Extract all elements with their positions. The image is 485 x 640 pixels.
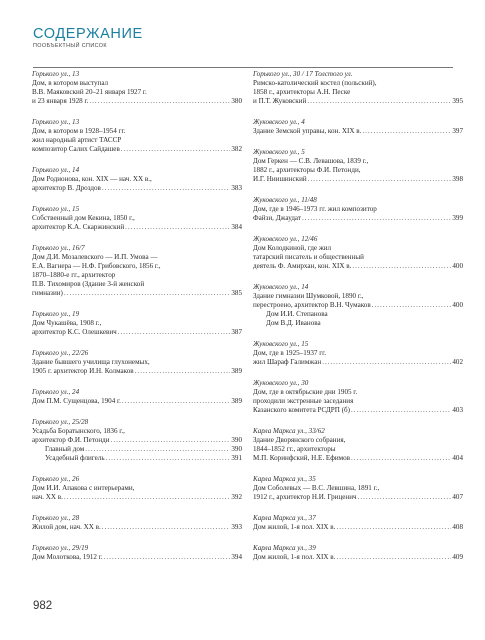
entry-address: Карла Маркса ул., 35 (253, 475, 316, 483)
toc-entry (32, 310, 242, 337)
entry-text: Римско-католический костел (польский), (253, 79, 377, 87)
entry-line (32, 175, 242, 184)
toc-entry (253, 118, 463, 136)
entry-text: Дом В.Д. Иванова (266, 319, 321, 327)
entry-address: Карла Маркса ул., 39 (253, 544, 316, 552)
entry-address: Жуковского ул., 5 (253, 148, 305, 156)
entry-text: Здание бывшего училища глухонемых, (32, 358, 150, 366)
entry-address: Жуковского ул., 12/46 (253, 235, 318, 243)
entry-text: Главный дом (45, 445, 85, 453)
entry-line (253, 262, 463, 271)
entry-text: Дом, где в октябрьские дни 1905 г. (253, 388, 358, 396)
entry-text: М.П. Коринфский, Н.Е. Ефимов (253, 454, 351, 462)
dot-leader (308, 175, 452, 184)
entry-line (253, 397, 463, 406)
page-ref: 384 (231, 223, 242, 231)
entry-line (32, 280, 242, 289)
entry-text: Казанского комитета РСДРП (б) (253, 406, 350, 414)
page-subtitle: ПООБЪЕКТНЫЙ СПИСОК (33, 43, 107, 49)
page-number: 982 (33, 600, 53, 612)
page-ref: 390 (231, 436, 242, 444)
entry-address: Горького ул., 22/26 (32, 349, 89, 357)
entry-text: П.В. Тихомиров (Здание 3-й женской (32, 280, 145, 288)
dot-leader (106, 454, 231, 463)
entry-line (253, 553, 463, 562)
dot-leader (358, 493, 452, 502)
entry-address: Горького ул., 19 (32, 310, 80, 318)
entry-line (32, 328, 242, 337)
dot-leader (111, 436, 231, 445)
entry-line (253, 358, 463, 367)
page-ref: 408 (452, 523, 463, 531)
toc-entry (32, 70, 242, 106)
entry-address: Карла Маркса ул., 37 (253, 514, 316, 522)
entry-address: Горького ул., 30 / 17 Толстого ул. (253, 70, 353, 78)
page-header (33, 26, 453, 49)
entry-line (253, 97, 463, 106)
entry-address: Горького ул., 16/7 (32, 244, 85, 252)
toc-entry (32, 514, 242, 532)
toc-entry (32, 418, 242, 463)
entry-line (32, 271, 242, 280)
entry-line (32, 427, 242, 436)
entry-text: Дом жилой, 1-я пол. XIX в. (253, 523, 336, 531)
entry-line (32, 79, 242, 88)
page-ref: 393 (231, 523, 242, 531)
entry-line (253, 175, 463, 184)
entry-text: и 23 января 1928 г. (32, 97, 89, 105)
dot-leader (64, 493, 230, 502)
entry-address: Жуковского ул., 4 (253, 118, 305, 126)
page-ref: 404 (452, 454, 463, 462)
entry-subline (253, 310, 463, 319)
dot-leader (89, 97, 230, 106)
entry-line (253, 79, 463, 88)
toc-entry (32, 475, 242, 502)
entry-text: гимназии) (32, 289, 63, 297)
entry-address: Жуковского ул., 30 (253, 379, 309, 387)
entry-text: 1882 г., архитекторы Ф.И. Петонди, (253, 166, 361, 174)
entry-line (32, 367, 242, 376)
dot-leader (351, 454, 451, 463)
page-ref: 400 (452, 301, 463, 309)
dot-leader (352, 262, 451, 271)
entry-line (253, 523, 463, 532)
entry-address: Горького ул., 25/28 (32, 418, 89, 426)
entry-text: Дом Геркен — С.В. Левашова, 1839 г., (253, 157, 369, 165)
entry-address: Карла Маркса ул., 33/62 (253, 427, 325, 435)
entry-text: Усадьба Боратынского, 1836 г., (32, 427, 125, 435)
entry-line (253, 484, 463, 493)
toc-entry (253, 427, 463, 463)
toc-entry (253, 544, 463, 562)
entry-line (253, 127, 463, 136)
toc-entry (253, 379, 463, 415)
entry-line (253, 445, 463, 454)
entry-text: И.Г. Ниишинский (253, 175, 307, 183)
entry-line (253, 301, 463, 310)
entry-text: Дом И.И. Степанова (266, 310, 328, 318)
entry-text: перестроено, архитектор В.Н. Чумаков (253, 301, 371, 309)
dot-leader (102, 523, 231, 532)
entry-address: Горького ул., 13 (32, 70, 80, 78)
header-divider (33, 67, 453, 68)
entry-line (32, 484, 242, 493)
entry-text: Жилой дом, нач. XX в. (32, 523, 101, 531)
page-ref: 409 (452, 553, 463, 561)
entry-text: Дом жилой, 1-я пол. XIX в. (253, 553, 336, 561)
entry-line (32, 289, 242, 298)
entry-address: Горького ул., 29/19 (32, 544, 89, 552)
page-ref: 398 (452, 175, 463, 183)
page-ref: 407 (452, 493, 463, 501)
entry-address: Жуковского ул., 14 (253, 283, 309, 291)
dot-leader (121, 145, 231, 154)
entry-text: Дом И.И. Апакова с интерьерами, (32, 484, 135, 492)
entry-text: архитектор Ф.И. Петонди (32, 436, 110, 444)
toc-entry (253, 196, 463, 223)
toc-entry (253, 340, 463, 367)
dot-leader (122, 397, 230, 406)
entry-text: Собственный дом Кекина, 1850 г., (32, 214, 135, 222)
entry-line (32, 97, 242, 106)
entry-line (253, 205, 463, 214)
page-ref: 397 (452, 127, 463, 135)
entry-line (253, 214, 463, 223)
page-ref: 385 (231, 289, 242, 297)
entry-line (253, 157, 463, 166)
toc-entry (32, 544, 242, 562)
entry-text: Дом Колодкиной, где жил (253, 244, 332, 252)
entry-address: Жуковского ул., 15 (253, 340, 309, 348)
entry-text: Дом Д.И. Мозалевского — И.П. Умова — (32, 253, 158, 261)
entry-text: проходили экстренные заседания (253, 397, 354, 405)
toc-entry (253, 148, 463, 184)
entry-line (253, 493, 463, 502)
dot-leader (102, 184, 230, 193)
entry-line (32, 88, 242, 97)
entry-line (32, 523, 242, 532)
dot-leader (85, 445, 230, 454)
entry-subline (253, 319, 463, 328)
toc-entry (32, 205, 242, 232)
entry-text: жил народный артист ТАССР (32, 136, 122, 144)
entry-line (32, 358, 242, 367)
entry-text: 1905 г. архитектор И.Н. Колмаков (32, 367, 134, 375)
page-ref: 389 (231, 397, 242, 405)
toc-entry (32, 388, 242, 406)
entry-address: Горького ул., 13 (32, 118, 80, 126)
entry-text: Дом Соболевых — В.С. Левшина, 1891 г., (253, 484, 380, 492)
entry-line (32, 253, 242, 262)
entry-line (253, 253, 463, 262)
page-ref: 391 (231, 454, 242, 462)
entry-text: В.В. Маяковский 20–21 января 1927 г. (32, 88, 147, 96)
entry-line (32, 136, 242, 145)
entry-line (32, 436, 242, 445)
dot-leader (125, 223, 230, 232)
dot-leader (302, 214, 451, 223)
entry-text: Здание гимназии Шумковой, 1890 г., (253, 292, 364, 300)
page-ref: 387 (231, 328, 242, 336)
toc-column-left (32, 70, 242, 574)
toc-entry (32, 244, 242, 298)
entry-text: татарский писатель и общественный (253, 253, 364, 261)
page-ref: 400 (452, 262, 463, 270)
page-ref: 390 (231, 445, 242, 453)
entry-text: архитектор В. Дроздов (32, 184, 101, 192)
entry-address: Жуковского ул., 11/48 (253, 196, 317, 204)
toc-entry (253, 514, 463, 532)
entry-text: композитор Салих Сайдашев (32, 145, 120, 153)
entry-text: архитектор К.А. Скаржинский (32, 223, 125, 231)
entry-line (253, 88, 463, 97)
entry-text: Дом П.М. Сущенцова, 1904 г. (32, 397, 121, 405)
page-ref: 394 (231, 553, 242, 561)
entry-line (32, 145, 242, 154)
page-ref: 382 (231, 145, 242, 153)
entry-text: Дом, в котором выступал (32, 79, 109, 87)
entry-line (253, 454, 463, 463)
entry-subline (32, 445, 242, 454)
entry-address: Горького ул., 24 (32, 388, 80, 396)
page-ref: 395 (452, 97, 463, 105)
page-ref: 383 (231, 184, 242, 192)
entry-text: нач. XX в. (32, 493, 63, 501)
page-ref: 392 (231, 493, 242, 501)
page-ref: 389 (231, 367, 242, 375)
entry-text: Дом, где в 1946–1973 гг. жил композитор (253, 205, 377, 213)
entry-text: и П.Т. Жуковский (253, 97, 307, 105)
entry-line (32, 553, 242, 562)
entry-subline (32, 454, 242, 463)
dot-leader (104, 553, 231, 562)
dot-leader (118, 328, 231, 337)
entry-line (32, 493, 242, 502)
page-ref: 380 (231, 97, 242, 105)
entry-text: Здание Земской управы, кон. XIX в. (253, 127, 362, 135)
entry-text: Дом, где в 1925–1937 гг. (253, 349, 326, 357)
entry-text: 1844–1852 гг., архитекторы (253, 445, 336, 453)
entry-text: Файзи, Джаудат (253, 214, 301, 222)
entry-line (253, 436, 463, 445)
entry-text: Дом Молоткова, 1912 г. (32, 553, 103, 561)
entry-text: Дом Чукашёва, 1908 г., (32, 319, 102, 327)
entry-line (32, 223, 242, 232)
dot-leader (372, 301, 452, 310)
entry-line (253, 406, 463, 415)
page-ref: 399 (452, 214, 463, 222)
entry-address: Горького ул., 26 (32, 475, 80, 483)
toc-column-right (253, 70, 463, 574)
entry-line (32, 214, 242, 223)
dot-leader (362, 127, 451, 136)
entry-line (253, 292, 463, 301)
page-ref: 402 (452, 358, 463, 366)
entry-address: Горького ул., 15 (32, 205, 80, 213)
entry-text: жил Шараф Галимжан (253, 358, 322, 366)
entry-line (32, 262, 242, 271)
entry-line (32, 184, 242, 193)
entry-address: Горького ул., 28 (32, 514, 80, 522)
page-ref: 403 (452, 406, 463, 414)
entry-text: 1870–1880-е гг., архитектор (32, 271, 116, 279)
entry-line (253, 166, 463, 175)
entry-text: деятель Ф. Амирхан, кон. XIX в. (253, 262, 352, 270)
toc-entry (32, 118, 242, 154)
entry-text: Дом Родионова, кон. XIX — нач. XX в., (32, 175, 152, 183)
entry-text: архитектор К.С. Олешкевич (32, 328, 117, 336)
dot-leader (336, 523, 451, 532)
toc-entry (253, 475, 463, 502)
dot-leader (322, 358, 451, 367)
dot-leader (64, 289, 230, 298)
dot-leader (351, 406, 451, 415)
entry-line (253, 244, 463, 253)
page-title: СОДЕРЖАНИЕ (33, 26, 143, 42)
dot-leader (336, 553, 451, 562)
entry-line (32, 397, 242, 406)
entry-address: Горького ул., 14 (32, 166, 80, 174)
toc-entry (253, 283, 463, 328)
entry-line (32, 127, 242, 136)
dot-leader (307, 97, 451, 106)
entry-text: 1858 г., архитекторы А.Н. Песке (253, 88, 351, 96)
entry-text: 1912 г., архитектор Н.И. Гриценич (253, 493, 357, 501)
toc-entry (32, 349, 242, 376)
entry-text: Е.А. Вагнера — Н.Ф. Грибовского, 1856 г., (32, 262, 161, 270)
entry-line (253, 388, 463, 397)
toc-entry (253, 70, 463, 106)
toc-entry (253, 235, 463, 271)
entry-line (32, 319, 242, 328)
entry-text: Здание Дворянского собрания, (253, 436, 346, 444)
entry-text: Дом, в котором в 1928–1954 гг. (32, 127, 126, 135)
dot-leader (135, 367, 231, 376)
toc-entry (32, 166, 242, 193)
entry-line (253, 349, 463, 358)
entry-text: Усадебный флигель (45, 454, 105, 462)
